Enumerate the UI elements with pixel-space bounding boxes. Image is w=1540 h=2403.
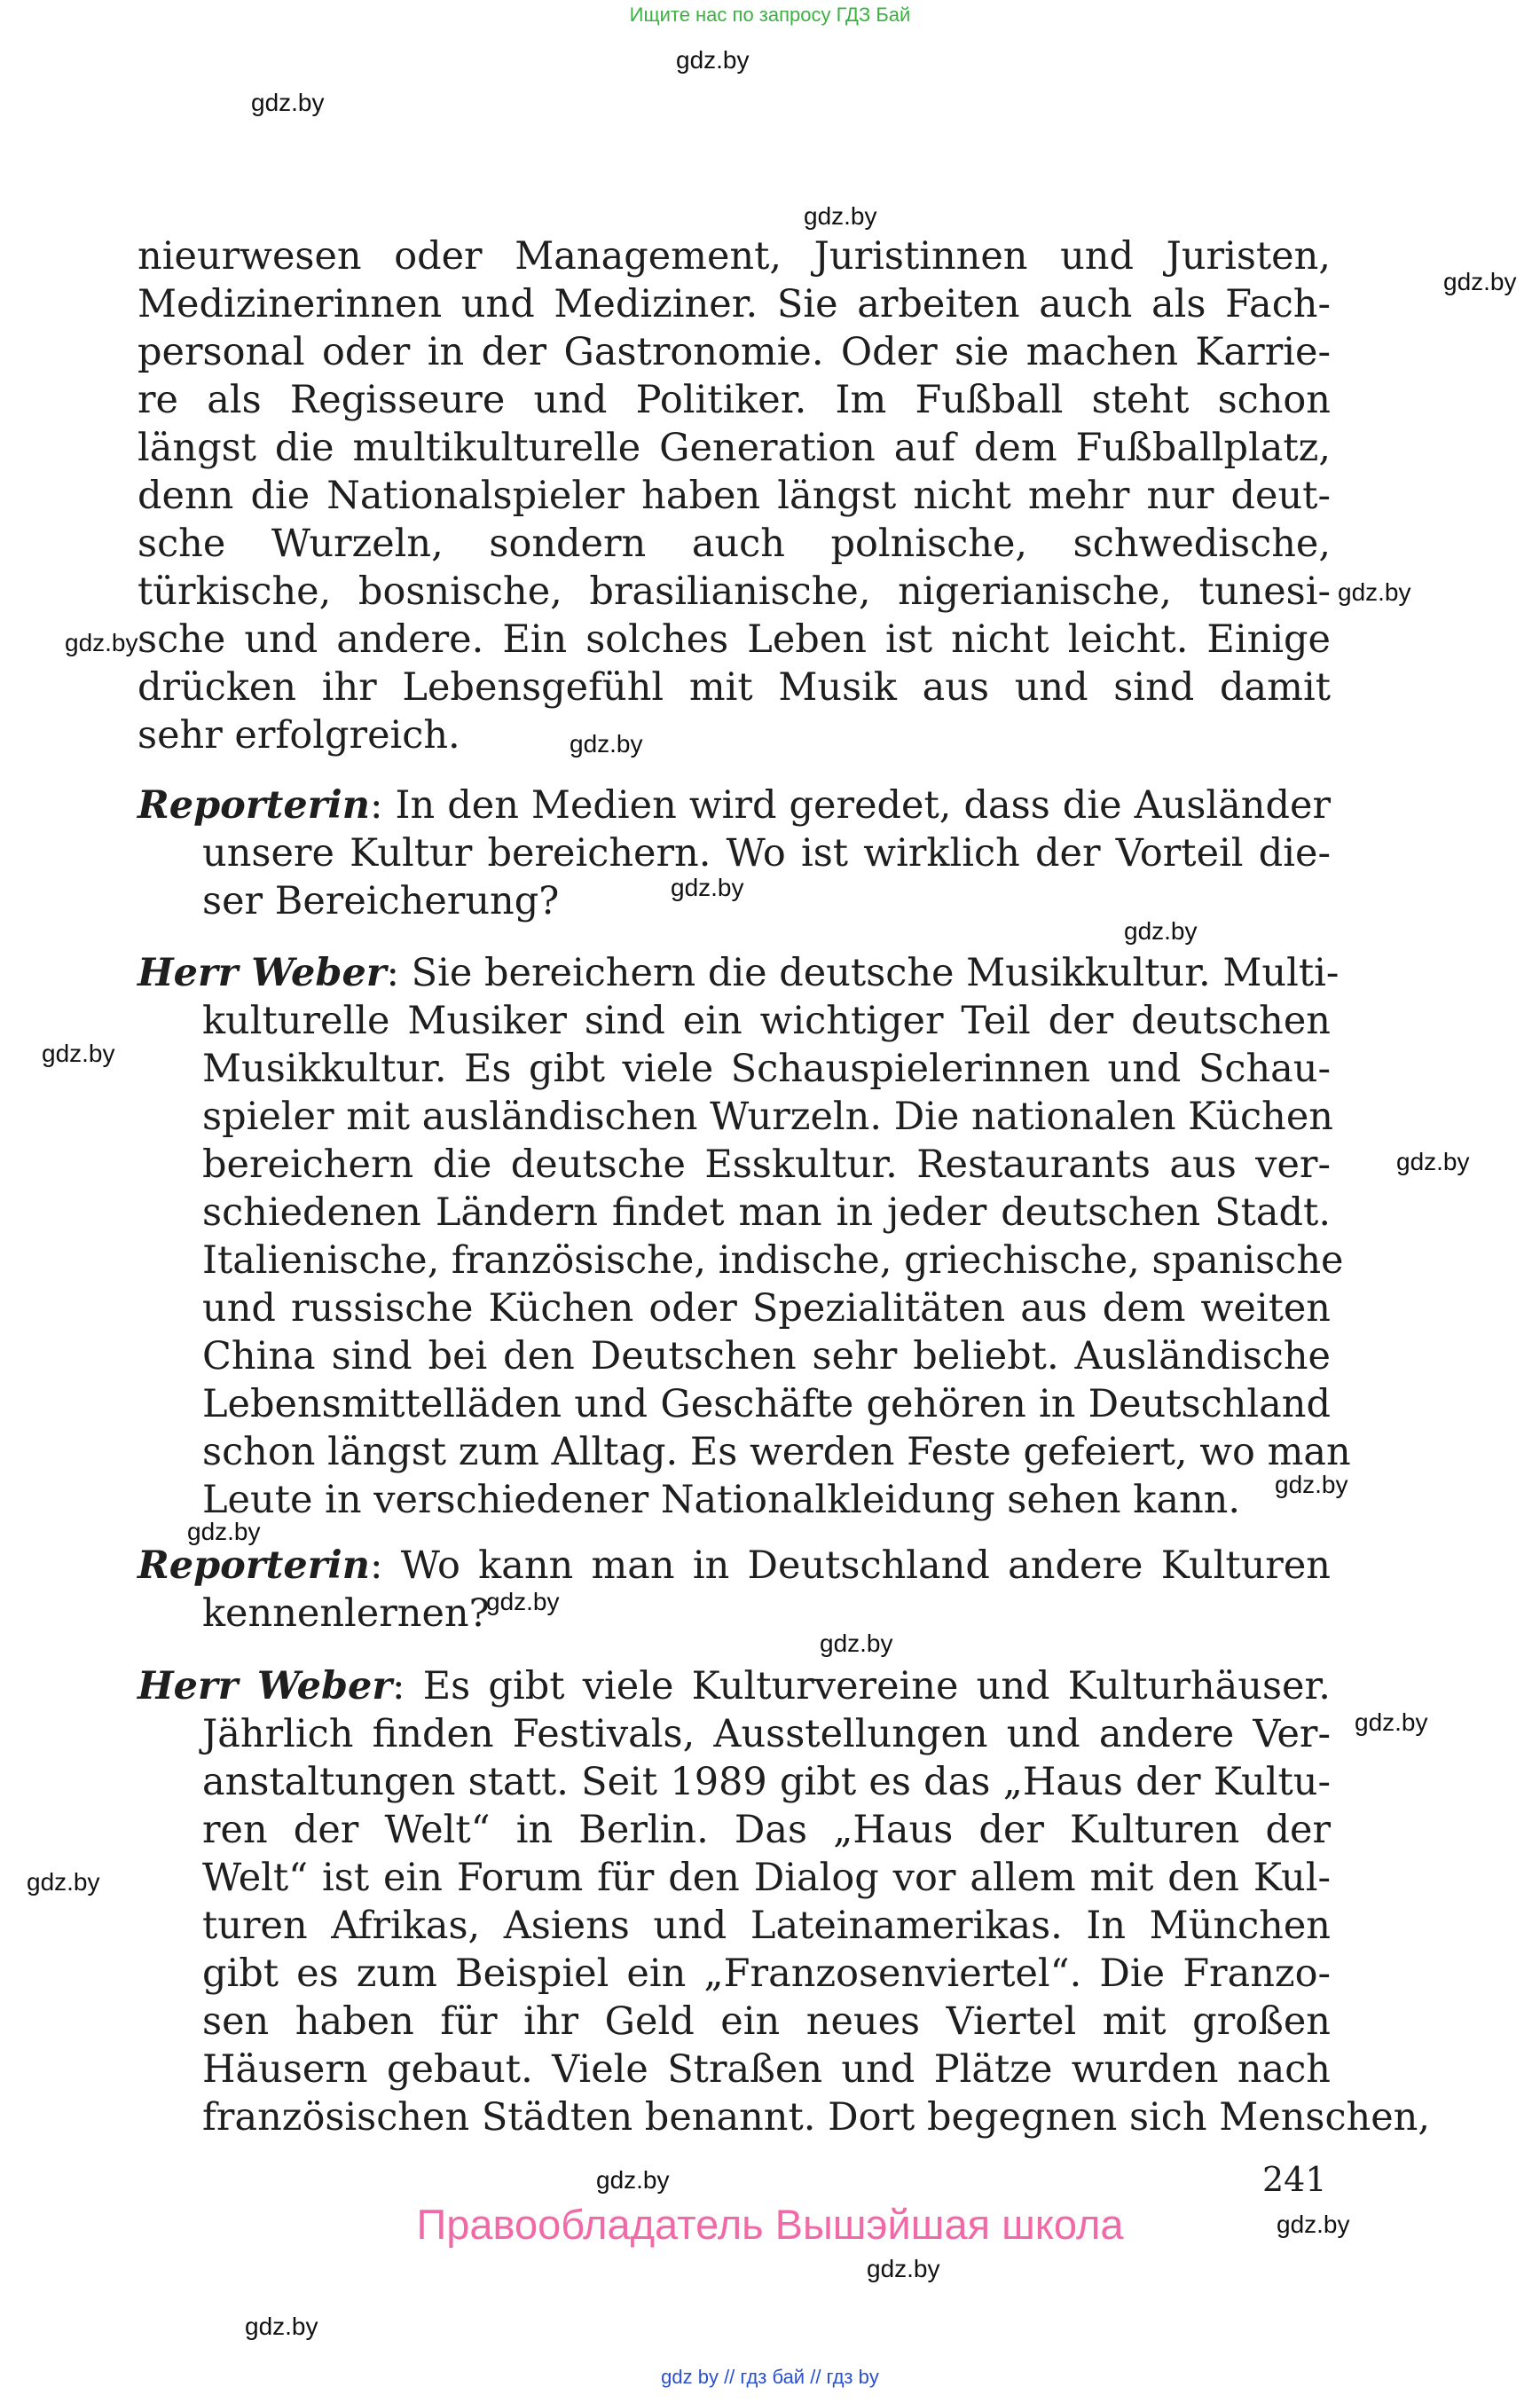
text-line: China sind bei den Deutschen sehr beliebt. Ausländische (202, 1334, 1331, 1378)
footer-links[interactable]: gdz by // гдз бай // гдз by (661, 2366, 879, 2388)
text-line: türkische, bosnische, brasilianische, nigerianische, tunesi- (138, 569, 1331, 614)
text-line (138, 781, 1331, 829)
text-line: längst die multikulturelle Generation auf dem Fußballplatz, (138, 426, 1331, 470)
intro-paragraph (138, 232, 1331, 759)
watermark: gdz.by (1338, 578, 1411, 606)
text-line: sen haben für ihr Geld ein neues Viertel mit großen (202, 1999, 1331, 2044)
top-search-hint[interactable]: Ищите нас по запросу ГДЗ Бай (629, 4, 911, 26)
text-line: drücken ihr Lebensgefühl mit Musik aus und sind damit (138, 665, 1331, 710)
watermark: gdz.by (570, 730, 643, 758)
text-line: Welt“ ist ein Forum für den Dialog vor allem mit den Kul- (202, 1856, 1331, 1900)
watermark: gdz.by (486, 1588, 560, 1615)
text-line: französischen Städten benannt. Dort begegnen sich Menschen, (202, 2095, 1431, 2140)
text-line: nieurwesen oder Management, Juristinnen und Juristen, (138, 234, 1331, 279)
watermark: gdz.by (245, 2313, 318, 2340)
watermark: gdz.by (867, 2255, 940, 2282)
text-line: ren der Welt“ in Berlin. Das „Haus der Kulturen der (202, 1808, 1331, 1852)
text-line: denn die Nationalspieler haben längst nicht mehr nur deut- (138, 474, 1331, 518)
text-line: unsere Kultur bereichern. Wo ist wirklich der Vorteil die- (202, 831, 1331, 876)
text-line: personal oder in der Gastronomie. Oder sie machen Karrie- (138, 330, 1331, 374)
text-line: Häusern gebaut. Viele Straßen und Plätze wurden nach (202, 2047, 1331, 2092)
text-line: sche Wurzeln, sondern auch polnische, schwedische, (138, 522, 1331, 566)
page-number: 241 (1262, 2160, 1327, 2199)
watermark: gdz.by (251, 89, 325, 116)
watermark: gdz.by (1396, 1148, 1470, 1175)
watermark: gdz.by (671, 874, 744, 901)
speech-text: : Es gibt viele Kulturvereine und Kulturhäuser. (392, 1664, 1331, 1708)
text-line: schon längst zum Alltag. Es werden Feste gefeiert, wo man (202, 1430, 1351, 1474)
speaker-name: Reporterin (138, 1543, 370, 1588)
speech-text: : Sie bereichern die deutsche Musikkultur. Multi- (386, 951, 1340, 995)
text-line: kulturelle Musiker sind ein wichtiger Teil der deutschen (202, 999, 1331, 1043)
rights-holder-notice: Правообладатель Вышэйшая школа (416, 2201, 1124, 2248)
text-line: ser Bereicherung? (202, 879, 560, 923)
watermark: gdz.by (187, 1518, 261, 1545)
watermark: gdz.by (1275, 1471, 1348, 1498)
watermark: gdz.by (1124, 917, 1198, 945)
dialogue-herr-weber-1 (138, 949, 1351, 1524)
speaker-name: Herr Weber (138, 1664, 393, 1708)
dialogue-reporterin-1 (138, 781, 1331, 925)
watermark: gdz.by (676, 46, 750, 74)
watermark: gdz.by (1443, 268, 1517, 295)
watermark: gdz.by (27, 1868, 100, 1896)
text-line: bereichern die deutsche Esskultur. Restaurants aus ver- (202, 1143, 1331, 1187)
watermark: gdz.by (596, 2166, 670, 2194)
text-line: sehr erfolgreich. (138, 713, 460, 758)
text-line (138, 1662, 1331, 1710)
text-line: Italienische, französische, indische, griechische, spanische (202, 1238, 1344, 1283)
watermark: gdz.by (1355, 1708, 1428, 1736)
text-line: turen Afrikas, Asiens und Lateinamerikas. In München (202, 1904, 1331, 1948)
watermark: gdz.by (65, 629, 138, 656)
watermark: gdz.by (1277, 2211, 1350, 2238)
text-line: Lebensmittelläden und Geschäfte gehören in Deutschland (202, 1382, 1331, 1426)
text-line: Musikkultur. Es gibt viele Schauspielerinnen und Schau- (202, 1047, 1331, 1091)
text-line: Leute in verschiedener Nationalkleidung sehen kann. (202, 1478, 1241, 1522)
text-line: gibt es zum Beispiel ein „Franzosenviertel“. Die Franzo- (202, 1951, 1331, 1996)
speech-text: : In den Medien wird geredet, dass die Ausländer (369, 783, 1331, 828)
watermark: gdz.by (820, 1629, 893, 1657)
speech-text: : Wo kann man in Deutschland andere Kulturen (369, 1543, 1331, 1588)
text-line (138, 1542, 1331, 1590)
text-line: sche und andere. Ein solches Leben ist nicht leicht. Einige (138, 617, 1331, 662)
watermark: gdz.by (42, 1040, 115, 1067)
speaker-name: Herr Weber (138, 951, 387, 995)
text-line: schiedenen Ländern findet man in jeder deutschen Stadt. (202, 1190, 1331, 1235)
speaker-name: Reporterin (138, 783, 370, 828)
text-line: re als Regisseure und Politiker. Im Fußball steht schon (138, 378, 1331, 422)
text-line: anstaltungen statt. Seit 1989 gibt es das „Haus der Kultu- (202, 1760, 1331, 1804)
text-line: spieler mit ausländischen Wurzeln. Die nationalen Küchen (202, 1095, 1333, 1139)
text-line (138, 949, 1340, 997)
text-line: kennenlernen? (202, 1591, 490, 1636)
text-line: und russische Küchen oder Spezialitäten aus dem weiten (202, 1286, 1331, 1331)
dialogue-reporterin-2 (138, 1542, 1331, 1637)
text-line: Jährlich finden Festivals, Ausstellungen und andere Ver- (202, 1712, 1331, 1756)
watermark: gdz.by (804, 202, 877, 230)
text-line: Medizinerinnen und Mediziner. Sie arbeiten auch als Fach- (138, 282, 1331, 326)
